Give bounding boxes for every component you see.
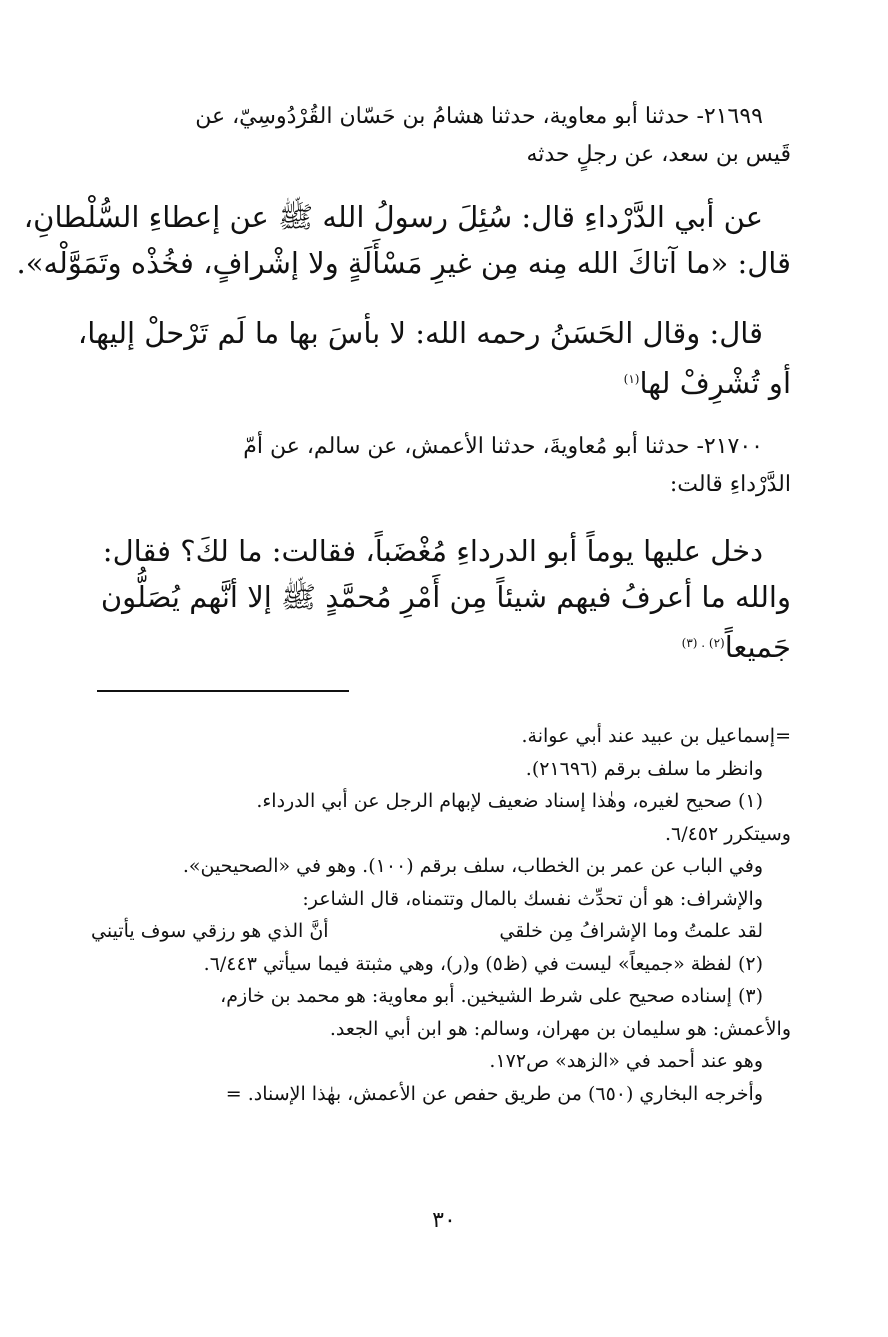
hasan-statement xyxy=(77,310,791,406)
matn-line: والله ما أعرفُ فيهم شيئاً مِن أَمْرِ مُحمَّدٍ ﷺ إلا أنَّهم يُصَلُّون xyxy=(100,580,791,614)
footnote-line: وأخرجه البخاري (٦٥٠) من طريق حفص عن الأعمش، بهٰذا الإسناد. = xyxy=(225,1082,763,1105)
footnote-line: وهو عند أحمد في «الزهد» ص١٧٢. xyxy=(489,1050,763,1072)
matn-line: دخل عليها يوماً أبو الدرداءِ مُغْضَباً، فقالت: ما لكَ؟ فقال: xyxy=(102,534,763,568)
isnad-line: ٢١٦٩٩- حدثنا أبو معاوية، حدثنا هشامُ بن حَسّان القُرْدُوسِيّ، عن xyxy=(195,104,763,129)
footnote-line: والأعمش: هو سليمان بن مهران، وسالم: هو ابن أبي الجعد. xyxy=(329,1017,791,1040)
hadith-21699-isnad xyxy=(91,98,791,174)
hadith-21699-matn xyxy=(16,194,791,286)
footnote-line: وسيتكرر ٦/٤٥٢. xyxy=(664,822,791,845)
footnote-separator xyxy=(97,690,349,692)
matn-line: قال: «ما آتاكَ الله مِنه مِن غيرِ مَسْأَلَةٍ ولا إشْرافٍ، فخُذْه وتَمَوَّلْه». xyxy=(16,246,791,280)
poem-hemistich-2: أنَّ الذي هو رزقي سوف يأتيني xyxy=(91,920,329,942)
isnad-line: ٢١٧٠٠- حدثنا أبو مُعاويةَ، حدثنا الأعمش، عن سالم، عن أمّ xyxy=(243,434,763,459)
matn-line: عن أبي الدَّرْداءِ قال: سُئِلَ رسولُ الله ﷺ عن إعطاءِ السُّلْطانِ، xyxy=(23,200,763,234)
isnad-line: الدَّرْداءِ قالت: xyxy=(669,472,791,497)
matn-line xyxy=(91,620,791,670)
footnote-3: (٣) إسناده صحيح على شرط الشيخين. أبو معاوية: هو محمد بن خازم، xyxy=(220,985,763,1007)
footnote-line: وفي الباب عن عمر بن الخطاب، سلف برقم (١٠٠). وهو في «الصحيحين». xyxy=(182,855,763,877)
footnote-ref: (١) xyxy=(623,372,640,386)
hadith-21700-matn xyxy=(91,528,791,670)
matn-line xyxy=(91,356,791,406)
poem-hemistich-1: لقد علمتُ وما الإشرافُ مِن خلقي xyxy=(499,920,763,942)
hadith-21700-isnad xyxy=(91,428,791,504)
footnote-line: =إسماعيل بن عبيد عند أبي عوانة. xyxy=(521,725,791,747)
matn-line: قال: وقال الحَسَنُ رحمه الله: لا بأسَ بها ما لَم تَرْحلْ إليها، xyxy=(77,316,763,350)
page-number: ٣٠ xyxy=(432,1208,456,1233)
footnotes xyxy=(91,720,791,1110)
footnote-line: وانظر ما سلف برقم (٢١٦٩٦). xyxy=(525,757,763,780)
matn-text: أو تُشْرِفْ لها xyxy=(639,366,791,400)
footnote-2: (٢) لفظة «جميعاً» ليست في (ظ٥) و(ر)، وهي مثبتة فيما سيأتي ٦/٤٤٣. xyxy=(203,952,763,975)
footnote-1: (١) صحيح لغيره، وهٰذا إسناد ضعيف لإبهام الرجل عن أبي الدرداء. xyxy=(256,790,763,812)
matn-text: جَميعاً xyxy=(724,630,791,664)
poem-verse xyxy=(91,915,791,948)
isnad-line: قَيس بن سعد، عن رجلٍ حدثه xyxy=(526,142,791,167)
footnote-line: والإشراف: هو أن تحدِّث نفسك بالمال وتتمناه، قال الشاعر: xyxy=(302,887,763,910)
footnote-refs: (٢) . (٣) xyxy=(681,636,725,650)
